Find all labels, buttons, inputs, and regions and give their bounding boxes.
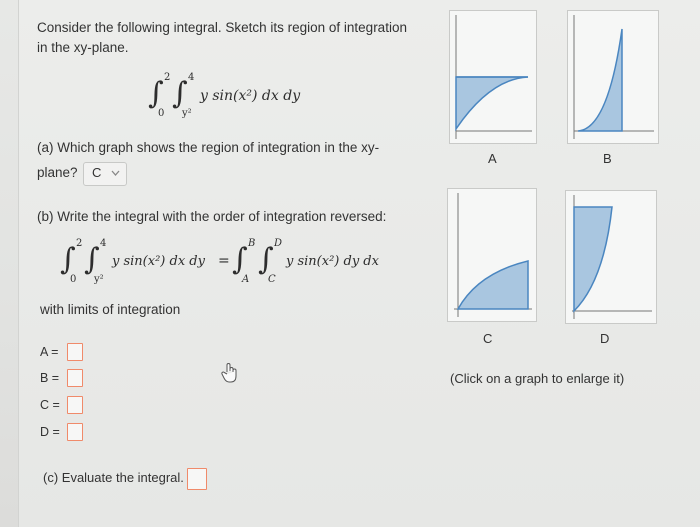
intro-line-2: in the xy-plane. (37, 40, 129, 55)
limit-d-label: D = (40, 425, 60, 439)
enlarge-hint: (Click on a graph to enlarge it) (450, 371, 625, 386)
part-b-text: (b) Write the integral with the order of integration reversed: (37, 209, 387, 224)
limit-b-label: B = (40, 371, 60, 385)
graph-c-plot (448, 189, 536, 321)
limit-b: B (248, 238, 256, 249)
integral-sign: ∫ (172, 76, 188, 111)
graph-c[interactable] (447, 188, 537, 322)
limit-a: A (242, 274, 250, 285)
lower-inner: y² (94, 274, 104, 285)
graph-select-dropdown[interactable] (83, 162, 127, 186)
with-limits-text: with limits of integration (40, 302, 181, 317)
original-integral (148, 72, 328, 120)
graph-b-label: B (603, 151, 612, 166)
limit-c: C (268, 274, 276, 285)
integral-sign: ∫ (148, 76, 164, 111)
part-c-text: (c) Evaluate the integral. (43, 470, 184, 485)
limit-c-input[interactable] (67, 396, 83, 414)
graph-a-plot (450, 11, 536, 143)
lower-outer: 0 (158, 108, 165, 119)
part-a-line-2: plane? (37, 165, 78, 180)
graph-d[interactable] (565, 190, 657, 324)
limit-a-label: A = (40, 345, 59, 359)
integrand: y sin(x²) dx dy (200, 88, 301, 104)
upper-outer: 2 (76, 238, 83, 249)
integral-sign: ∫ (232, 242, 248, 277)
limit-c-label: C = (40, 398, 60, 412)
chevron-down-icon (111, 170, 120, 177)
graph-b-plot (568, 11, 658, 143)
evaluate-input[interactable] (187, 468, 207, 490)
limit-d-input[interactable] (67, 423, 83, 441)
dropdown-value: C (92, 165, 102, 180)
integral-sign: ∫ (60, 242, 76, 277)
upper-outer: 2 (164, 72, 171, 83)
part-a-line-1: (a) Which graph shows the region of integration in the xy- (37, 140, 380, 155)
graph-a[interactable] (449, 10, 537, 144)
graph-d-label: D (600, 331, 610, 346)
graph-c-label: C (483, 331, 493, 346)
graph-a-label: A (488, 151, 497, 166)
lower-inner: y² (182, 108, 192, 119)
graph-b[interactable] (567, 10, 659, 144)
integral-sign: ∫ (258, 242, 274, 277)
integral-sign: ∫ (84, 242, 100, 277)
lower-outer: 0 (70, 274, 77, 285)
upper-inner: 4 (100, 238, 107, 249)
reversed-integral (60, 238, 400, 288)
integrand: y sin(x²) dx dy (112, 254, 205, 269)
hand-pointer-icon (221, 362, 239, 384)
reversed-integrand: y sin(x²) dy dx (286, 254, 379, 269)
limit-d: D (274, 238, 283, 249)
equals-sign: = (218, 253, 230, 269)
upper-inner: 4 (188, 72, 195, 83)
limit-a-input[interactable] (67, 343, 83, 361)
intro-line-1: Consider the following integral. Sketch its region of integration (37, 20, 407, 35)
limit-b-input[interactable] (67, 369, 83, 387)
graph-d-plot (566, 191, 656, 323)
